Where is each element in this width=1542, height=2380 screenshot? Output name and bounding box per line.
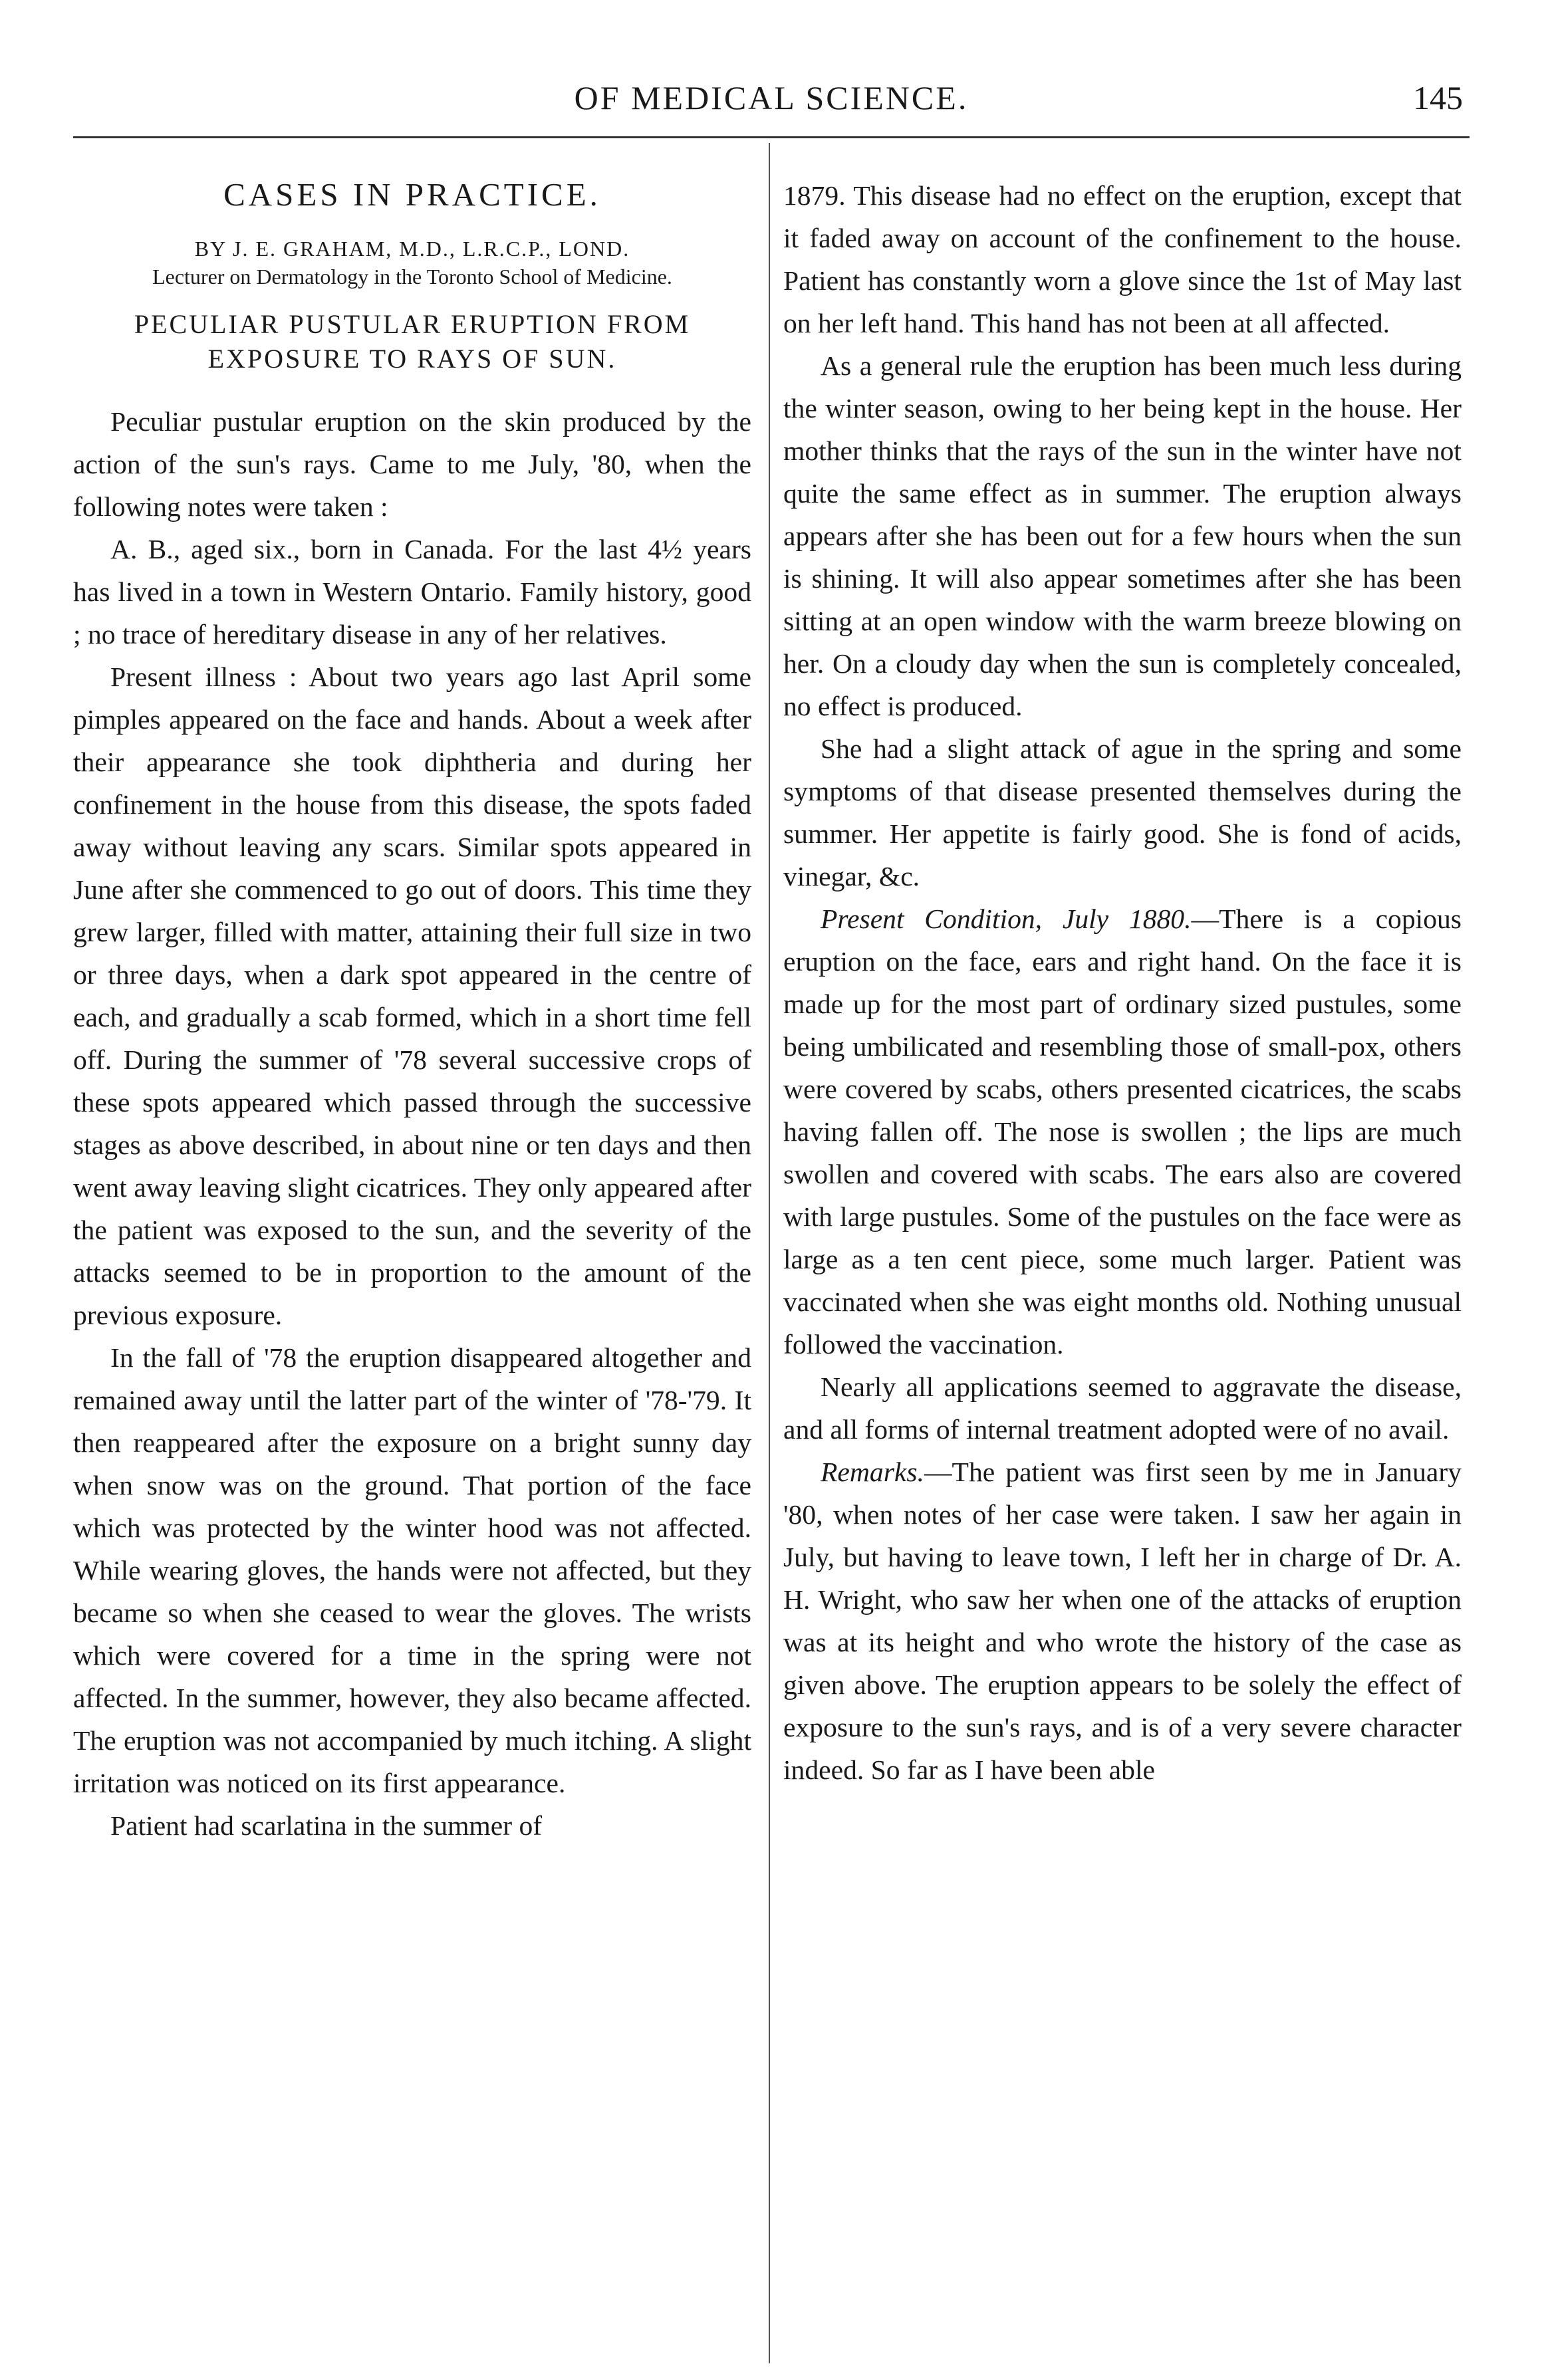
body-paragraph: Present illness : About two years ago last April some pimples appeared on the face and hands. About a week after their appearance she took diphtheria and during her confinement in the house from this disease, the spots faded away without leaving any scars. Similar spots appeared in June after she commenced to go out of doors. This time they grew larger, filled with matter, attaining their full size in two or three days, when a dark spot appeared in the centre of each, and gradually a scab formed, which in a short time fell off. During the summer of '78 several successive crops of these spots appeared which passed through the successive stages as above described, in about nine or ten days and then went away leaving slight cicatrices. They only appeared after the patient was exposed to the sun, and the severity of the attacks seemed to be in proportion to the amount of the previous exposure.	[73, 661, 751, 1330]
author-affiliation: Lecturer on Dermatology in the Toronto School of Medicine.	[152, 265, 672, 289]
body-paragraph: She had a slight attack of ague in the spring and some symptoms of that disease presented themselves during the summer. Her appetite is fairly good. She is fond of acids, vinegar, &c.	[783, 733, 1462, 892]
continued-paragraph: 1879. This disease had no effect on the eruption, except that it faded away on account of the confinement to the house. Patient has constantly worn a glove since the 1st of May last on her left hand. This hand has not been at all affected.	[783, 180, 1462, 338]
body-paragraph: A. B., aged six., born in Canada. For the last 4½ years has lived in a town in Western Ontario. Family history, good ; no trace of hereditary disease in any of her relatives.	[73, 534, 751, 650]
remarks-text: —The patient was first seen by me in January '80, when notes of her case were taken. I saw her again in July, but having to leave town, I left her in charge of Dr. A. H. Wright, who saw her when one of the attacks of eruption was at its height and who wrote the history of the case as given above. The eruption appears to be solely the effect of exposure to the sun's rays, and is of a very severe character indeed. So far as I have been able	[783, 1457, 1462, 1785]
remarks-paragraph	[783, 1451, 1462, 1791]
remarks-heading: Remarks.	[821, 1457, 924, 1487]
body-paragraph: Patient had scarlatina in the summer of	[110, 1810, 543, 1841]
body-paragraph: Nearly all applications seemed to aggravate the disease, and all forms of internal treatment adopted were of no avail.	[783, 1371, 1462, 1445]
body-paragraph: As a general rule the eruption has been much less during the winter season, owing to her being kept in the house. Her mother thinks that the rays of the sun in the winter have not quite the same effect as in summer. The eruption always appears after she has been out for a few hours when the sun is shining. It will also appear sometimes after she has been sitting at an open window with the warm breeze blowing on her. On a cloudy day when the sun is completely concealed, no effect is produced.	[783, 350, 1462, 721]
column-divider	[769, 143, 770, 2363]
right-column	[783, 174, 1462, 1791]
body-paragraph: In the fall of '78 the eruption disappeared altogether and remained away until the latter part of the winter of '78-'79. It then reappeared after the exposure on a bright sunny day when snow was on the ground. That portion of the face which was protected by the winter hood was not affected. While wearing gloves, the hands were not affected, but they became so when she ceased to wear the gloves. The wrists which were covered for a time in the spring were not affected. In the summer, however, they also became affected. The eruption was not accompanied by much itching. A slight irritation was noticed on its first appearance.	[73, 1342, 751, 1798]
page-number: 145	[1413, 79, 1463, 116]
page-header	[73, 78, 1470, 132]
section-title: CASES IN PRACTICE.	[223, 176, 601, 213]
article-subtitle: PECULIAR PUSTULAR ERUPTION FROM EXPOSURE TO RAYS OF SUN.	[134, 309, 691, 374]
left-column	[73, 174, 751, 1847]
running-title: OF MEDICAL SCIENCE.	[574, 79, 969, 116]
present-condition-paragraph	[783, 897, 1462, 1366]
author-byline: BY J. E. GRAHAM, M.D., L.R.C.P., LOND.	[194, 237, 630, 261]
body-paragraph: Peculiar pustular eruption on the skin produced by the action of the sun's rays. Came to me July, '80, when the following notes were taken :	[73, 406, 751, 522]
present-condition-text: —There is a copious eruption on the face, ears and right hand. On the face it is made up for the most part of ordinary sized pustules, some being umbilicated and resembling those of small-pox, others were covered by scabs, others presented cicatrices, the scabs having fallen off. The nose is swollen ; the lips are much swollen and covered with scabs. The ears also are covered with large pustules. Some of the pustules on the face were as large as a ten cent piece, some much larger. Patient was vaccinated when she was eight months old. Nothing unusual followed the vaccination.	[783, 903, 1462, 1360]
present-condition-heading: Present Condition, July 1880.	[821, 903, 1192, 934]
header-rule	[73, 136, 1470, 138]
